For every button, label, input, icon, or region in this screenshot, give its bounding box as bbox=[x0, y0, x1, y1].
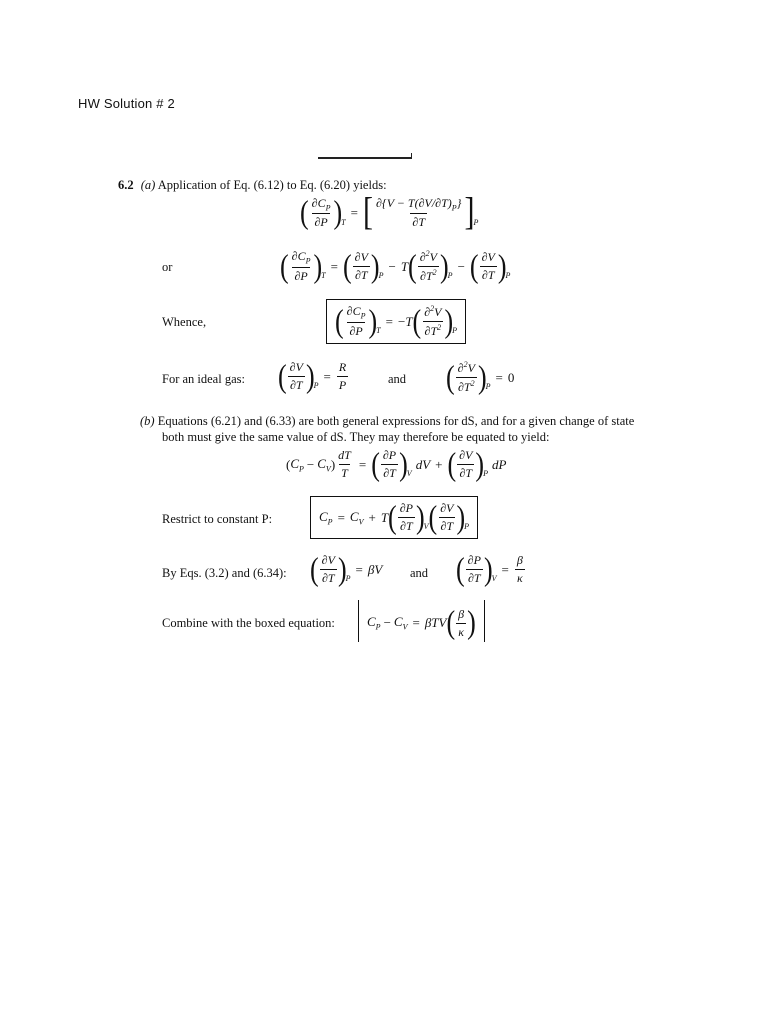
signature-rule bbox=[318, 157, 412, 159]
and-label-1: and bbox=[388, 372, 407, 386]
part-b-line-1: Equations (6.21) and (6.33) are both general expressions for dS, and for a given change of state bbox=[157, 414, 635, 428]
boxed-equation-1: ( $\frac{\partial C_P}{\partial P}$ ) T = − T ( $\frac{\partial^2V}{\partial T^2}$ ) P bbox=[326, 299, 466, 344]
boxed-equation-2: $C_P$ = $C_V$ + T ( $\frac{\partial P}{\partial T}$ ) V ( $\frac{\partial V}{\partial T}$ ) P bbox=[310, 496, 478, 539]
equation-3: ( $C_P$ − $C_V$ ) $\frac{dT}{T}$ = ( $\frac{\partial P}{\partial T}$ ) V dV + ( $\frac{\partial V}{\partial T}$ ) P dP bbox=[286, 445, 507, 482]
equation-2: ( $\frac{\partial C_P}{\partial P}$ ) T = ( $\frac{\partial V}{\partial T}$ ) P − T ( $\frac{\partial^2V}{\partial T^2}$ ) P − ( $\frac{\partial V}{\partial T}$ ) P bbox=[280, 247, 511, 284]
boxed-equation-3: $C_P$ − $C_V$ = βTV ( $\frac{\beta}{\kappa}$ ) bbox=[358, 600, 485, 642]
ideal-gas-label: For an ideal gas: bbox=[162, 372, 245, 386]
beta-equation: ( $\frac{\partial V}{\partial T}$ ) P = βV bbox=[310, 550, 383, 587]
part-b-line-2: both must give the same value of dS. They may therefore be equated to yield: bbox=[162, 430, 550, 444]
part-a-intro-line bbox=[118, 178, 387, 193]
ideal-gas-equation-1: ( $\frac{\partial V}{\partial T}$ ) P = $\frac{R}{P}$ bbox=[278, 357, 347, 394]
ideal-gas-equation-2: ( $\frac{\partial^2V}{\partial T^2}$ ) P = 0 bbox=[446, 358, 515, 395]
page-heading: HW Solution # 2 bbox=[78, 96, 175, 111]
part-a-intro-text: Application of Eq. (6.12) to Eq. (6.20) yields: bbox=[157, 178, 387, 192]
equation-1: ( $\frac{\partial C_P}{\partial P}$ ) T = [ $\frac{\partial\{V - T(\partial V/\partial T)_P\}}{\partial T}$ ] P bbox=[300, 191, 479, 234]
part-b-text bbox=[140, 414, 660, 429]
part-a-label: (a) bbox=[140, 178, 156, 192]
whence-label: Whence, bbox=[162, 315, 207, 329]
combine-label: Combine with the boxed equation: bbox=[162, 616, 335, 630]
problem-number: 6.2 bbox=[118, 178, 134, 192]
part-b-label: (b) bbox=[140, 414, 155, 428]
restrict-label: Restrict to constant P: bbox=[162, 512, 273, 526]
or-label: or bbox=[162, 260, 173, 274]
by-eqs-label: By Eqs. (3.2) and (6.34): bbox=[162, 566, 287, 580]
and-label-2: and bbox=[410, 566, 429, 580]
kappa-equation: ( $\frac{\partial P}{\partial T}$ ) V = $\frac{\beta}{\kappa}$ bbox=[456, 550, 523, 587]
